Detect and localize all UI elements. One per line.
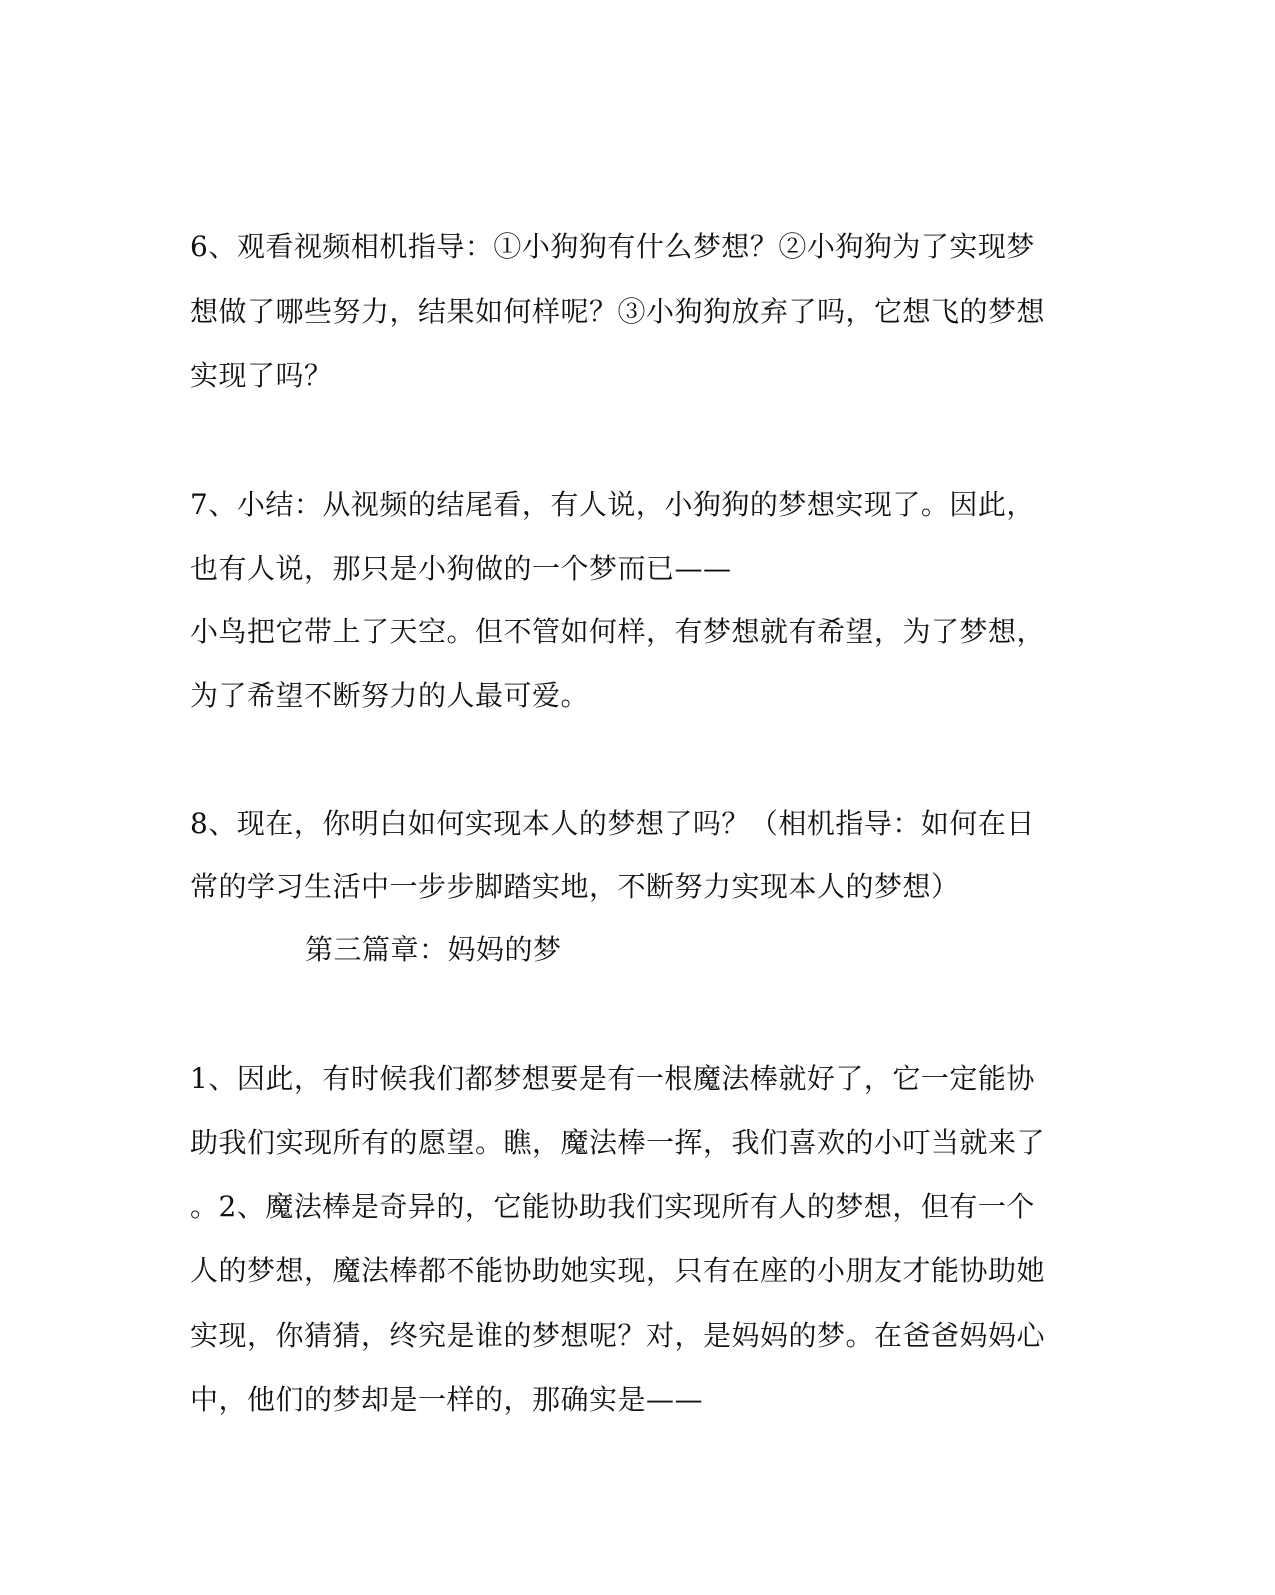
- section7-line-3: 小鸟把它带上了天空。但不管如何样，有梦想就有希望，为了梦想，: [190, 615, 1046, 648]
- section6-line-1: 6、观看视频相机指导：①小狗狗有什么梦想？②小狗狗为了实现梦: [190, 230, 1035, 263]
- chapter3-line-1: 1、因此，有时候我们都梦想要是有一根魔法棒就好了，它一定能协: [190, 1062, 1035, 1095]
- section8-line-1: 8、现在，你明白如何实现本人的梦想了吗？（相机指导：如何在日: [190, 807, 1035, 840]
- chapter3-line-4: 人的梦想，魔法棒都不能协助她实现，只有在座的小朋友才能协助她: [190, 1254, 1046, 1287]
- chapter3-line-2: 助我们实现所有的愿望。瞧，魔法棒一挥，我们喜欢的小叮当就来了: [190, 1126, 1046, 1159]
- chapter3-line-5: 实现，你猜猜，终究是谁的梦想呢？对，是妈妈的梦。在爸爸妈妈心: [190, 1319, 1046, 1352]
- section6-line-3: 实现了吗？: [190, 359, 333, 392]
- section7-line-4: 为了希望不断努力的人最可爱。: [190, 679, 590, 712]
- section8-line-2: 常的学习生活中一步步脚踏实地，不断努力实现本人的梦想）: [190, 870, 960, 903]
- section7-line-2: 也有人说，那只是小狗做的一个梦而已——: [190, 552, 732, 585]
- section7-line-1: 7、小结：从视频的结尾看，有人说，小狗狗的梦想实现了。因此，: [190, 488, 1035, 521]
- chapter3-line-6: 中，他们的梦却是一样的，那确实是——: [190, 1383, 704, 1416]
- chapter3-line-3: 。2、魔法棒是奇异的，它能协助我们实现所有人的梦想，但有一个: [190, 1190, 1035, 1223]
- chapter-heading: 第三篇章：妈妈的梦: [305, 933, 562, 966]
- section6-line-2: 想做了哪些努力，结果如何样呢？③小狗狗放弃了吗，它想飞的梦想: [190, 295, 1046, 328]
